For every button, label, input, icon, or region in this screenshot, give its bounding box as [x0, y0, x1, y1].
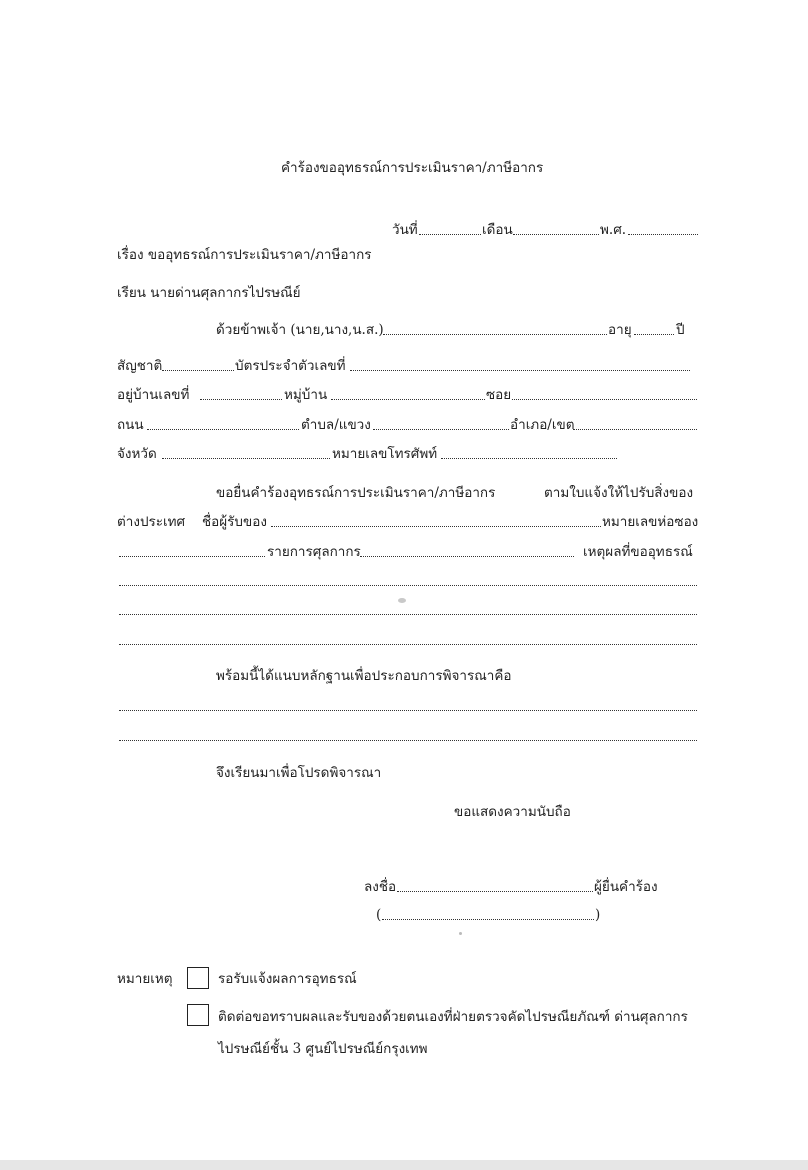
evidence-field-line-2[interactable] [119, 740, 697, 741]
house-no-label: อยู่บ้านเลขที่ [117, 387, 190, 403]
evidence-line: พร้อมนี้ได้แนบหลักฐานเพื่อประกอบการพิจารณาคือ [216, 668, 512, 684]
sign-label: ลงชื่อ [364, 879, 397, 895]
receiver-label: ชื่อผู้รับของ [202, 514, 267, 530]
customs-item-label: รายการศุลกากร [267, 544, 361, 560]
district-field[interactable] [573, 429, 697, 430]
road-field[interactable] [147, 429, 299, 430]
option1-label: รอรับแจ้งผลการอุทธรณ์ [218, 971, 357, 987]
applicant-role-label: ผู้ยื่นคำร้อง [594, 879, 658, 895]
option1-checkbox[interactable] [187, 967, 209, 989]
province-label: จังหวัด [117, 446, 157, 462]
subdistrict-label: ตำบล/แขวง [301, 417, 371, 433]
request-line1-b: ตามใบแจ้งให้ไปรับสิ่งของ [544, 485, 694, 501]
subject-line: เรื่อง ขออุทธรณ์การประเมินราคา/ภาษีอากร [117, 247, 372, 263]
parcel-no-field[interactable] [119, 556, 265, 557]
month-field[interactable] [513, 234, 599, 235]
request-line1-a: ขอยื่นคำร้องอุทธรณ์การประเมินราคา/ภาษีอากร [216, 485, 496, 501]
year-field[interactable] [628, 234, 698, 235]
printed-name-field[interactable] [382, 919, 594, 920]
age-field[interactable] [634, 334, 674, 335]
applicant-intro: ด้วยข้าพเจ้า (นาย,นาง,น.ส.) [216, 322, 384, 338]
village-label: หมู่บ้าน [284, 387, 328, 403]
month-label: เดือน [482, 222, 513, 238]
reason-label: เหตุผลที่ขออุทธรณ์ [583, 544, 693, 560]
addressee-line: เรียน นายด่านศุลกากรไปรษณีย์ [117, 285, 301, 301]
year-label: พ.ศ. [600, 222, 627, 238]
house-no-field[interactable] [200, 399, 282, 400]
soi-field[interactable] [512, 399, 697, 400]
respect-line: ขอแสดงความนับถือ [454, 804, 571, 820]
road-label: ถนน [117, 417, 144, 433]
reason-field-line-2[interactable] [119, 614, 697, 615]
scan-speck [398, 598, 406, 603]
reason-field-line-1[interactable] [119, 585, 697, 586]
subdistrict-field[interactable] [373, 429, 509, 430]
scan-edge [0, 1160, 808, 1170]
reason-field-line-3[interactable] [119, 644, 697, 645]
day-field[interactable] [419, 234, 481, 235]
parcel-no-label: หมายเลขห่อซอง [602, 514, 699, 530]
age-label: อายุ [608, 322, 632, 338]
receiver-field[interactable] [271, 526, 601, 527]
nationality-field[interactable] [162, 370, 234, 371]
applicant-name-field[interactable] [383, 334, 607, 335]
open-paren: ( [376, 907, 382, 923]
request-line2-a: ต่างประเทศ [117, 514, 186, 530]
closing-line: จึงเรียนมาเพื่อโปรดพิจารณา [216, 765, 382, 781]
id-card-label: บัตรประจำตัวเลขที่ [235, 358, 346, 374]
scan-speck [459, 932, 462, 935]
phone-field[interactable] [441, 458, 617, 459]
year-unit: ปี [676, 322, 685, 338]
id-card-field[interactable] [350, 370, 690, 371]
evidence-field-line-1[interactable] [119, 710, 697, 711]
notes-label: หมายเหตุ [117, 971, 173, 987]
form-title: คำร้องขออุทธรณ์การประเมินราคา/ภาษีอากร [281, 160, 544, 176]
nationality-label: สัญชาติ [117, 358, 163, 374]
signature-field[interactable] [397, 891, 593, 892]
phone-label: หมายเลขโทรศัพท์ [332, 446, 438, 462]
village-field[interactable] [331, 399, 485, 400]
day-label: วันที่ [392, 222, 418, 238]
option2-checkbox[interactable] [187, 1004, 209, 1026]
district-label: อำเภอ/เขต [510, 417, 575, 433]
soi-label: ซอย [486, 387, 512, 403]
close-paren: ) [595, 907, 601, 923]
customs-item-field[interactable] [360, 556, 574, 557]
province-field[interactable] [162, 458, 330, 459]
option2-label-line1: ติดต่อขอทราบผลและรับของด้วยตนเองที่ฝ่ายตรวจคัดไปรษณียภัณฑ์ ด่านศุลกากร [218, 1009, 688, 1025]
option2-label-line2: ไปรษณีย์ชั้น 3 ศูนย์ไปรษณีย์กรุงเทพ [218, 1041, 428, 1057]
